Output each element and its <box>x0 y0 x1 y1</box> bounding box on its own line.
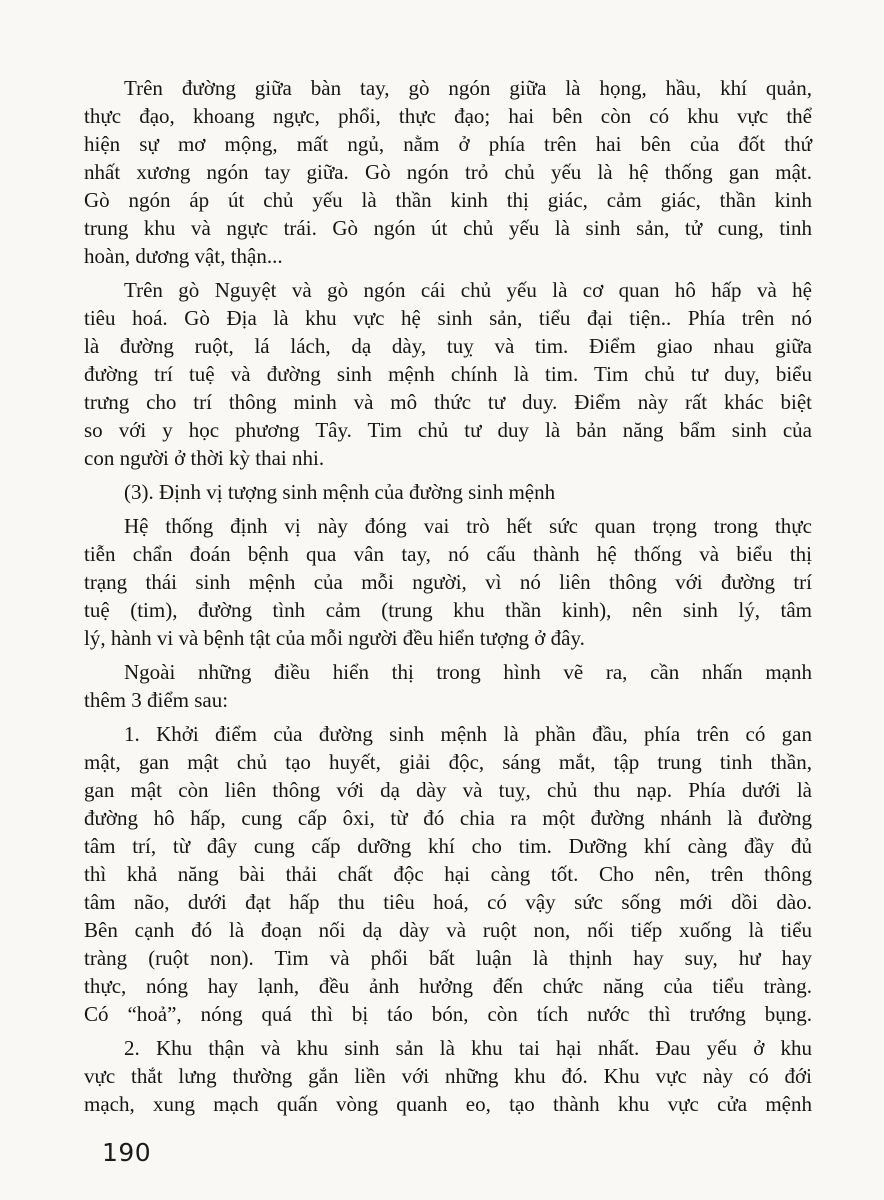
text-line: tràng (ruột non). Tim và phổi bất luận là thịnh hay suy, hư hay <box>84 946 812 970</box>
text-line: là đường ruột, lá lách, dạ dày, tuỵ và tim. Điểm giao nhau giữa <box>84 334 812 358</box>
text-column <box>84 74 812 1124</box>
text-line: mật, gan mật chủ tạo huyết, giải độc, sáng mắt, tập trung tinh thần, <box>84 750 812 774</box>
text-line: vực thắt lưng thường gắn liền với những khu đó. Khu vực này có đới <box>84 1064 812 1088</box>
text-line: đường hô hấp, cung cấp ôxi, từ đó chia ra một đường nhánh là đường <box>84 806 812 830</box>
text-line: Gò ngón áp út chủ yếu là thần kinh thị giác, cảm giác, thần kinh <box>84 188 812 212</box>
text-line: trung khu và ngực trái. Gò ngón út chủ yếu là sinh sản, tử cung, tinh <box>84 216 812 240</box>
text-line: so với y học phương Tây. Tim chủ tư duy là bản năng bẩm sinh của <box>84 418 812 442</box>
text-line: tuệ (tim), đường tình cảm (trung khu thần kinh), nên sinh lý, tâm <box>84 598 812 622</box>
paragraph <box>84 658 812 714</box>
text-line: thêm 3 điểm sau: <box>84 688 229 712</box>
text-line: tiễn chẩn đoán bệnh qua vân tay, nó cấu thành hệ thống và biểu thị <box>84 542 812 566</box>
text-line: 2. Khu thận và khu sinh sản là khu tai hại nhất. Đau yếu ở khu <box>124 1036 812 1060</box>
paragraph <box>84 512 812 652</box>
text-line: tâm trí, từ đây cung cấp dưỡng khí cho tim. Dưỡng khí càng đầy đủ <box>84 834 812 858</box>
text-line: Trên gò Nguyệt và gò ngón cái chủ yếu là cơ quan hô hấp và hệ <box>124 278 812 302</box>
text-line: thì khả năng bài thải chất độc hại càng tốt. Cho nên, trên thông <box>84 862 812 886</box>
text-line: Ngoài những điều hiển thị trong hình vẽ ra, cần nhấn mạnh <box>124 660 812 684</box>
text-line: 1. Khởi điểm của đường sinh mệnh là phần đầu, phía trên có gan <box>124 722 812 746</box>
page-number: 190 <box>102 1138 152 1167</box>
paragraph <box>84 74 812 270</box>
text-line: thực, nóng hay lạnh, đều ảnh hưởng đến chức năng của tiểu tràng. <box>84 974 812 998</box>
text-line: Trên đường giữa bàn tay, gò ngón giữa là họng, hầu, khí quản, <box>124 76 812 100</box>
text-line: hiện sự mơ mộng, mất ngủ, nằm ở phía trên hai bên của đốt thứ <box>84 132 812 156</box>
text-line: trưng cho trí thông minh và mô thức tư duy. Điểm này rất khác biệt <box>84 390 812 414</box>
text-line: trạng thái sinh mệnh của mỗi người, vì nó liên thông với đường trí <box>84 570 812 594</box>
list-item-1 <box>84 720 812 1028</box>
text-line: đường trí tuệ và đường sinh mệnh chính là tim. Tim chủ tư duy, biểu <box>84 362 812 386</box>
text-line: con người ở thời kỳ thai nhi. <box>84 446 325 470</box>
text-line: nhất xương ngón tay giữa. Gò ngón trỏ chủ yếu là hệ thống gan mật. <box>84 160 812 184</box>
list-item-2 <box>84 1034 812 1118</box>
text-line: Hệ thống định vị này đóng vai trò hết sức quan trọng trong thực <box>124 514 812 538</box>
section-heading <box>84 478 812 506</box>
text-line: Có “hoả”, nóng quá thì bị táo bón, còn tích nước thì trướng bụng. <box>84 1002 812 1026</box>
paragraph <box>84 276 812 472</box>
text-line: thực đạo, khoang ngực, phổi, thực đạo; hai bên còn có khu vực thể <box>84 104 812 128</box>
text-line: tâm não, dưới đạt hấp thu tiêu hoá, có vậy sức sống mới dồi dào. <box>84 890 812 914</box>
text-line: gan mật còn liên thông với dạ dày và tuỵ, chủ thu nạp. Phía dưới là <box>84 778 812 802</box>
text-line: (3). Định vị tượng sinh mệnh của đường sinh mệnh <box>124 480 556 504</box>
text-line: lý, hành vi và bệnh tật của mỗi người đều hiển tượng ở đây. <box>84 626 585 650</box>
text-line: hoàn, dương vật, thận... <box>84 244 283 268</box>
text-line: Bên cạnh đó là đoạn nối dạ dày và ruột non, nối tiếp xuống là tiểu <box>84 918 812 942</box>
text-line: mạch, xung mạch quấn vòng quanh eo, tạo thành khu vực cửa mệnh <box>84 1092 812 1116</box>
text-line: tiêu hoá. Gò Địa là khu vực hệ sinh sản, tiểu đại tiện.. Phía trên nó <box>84 306 812 330</box>
